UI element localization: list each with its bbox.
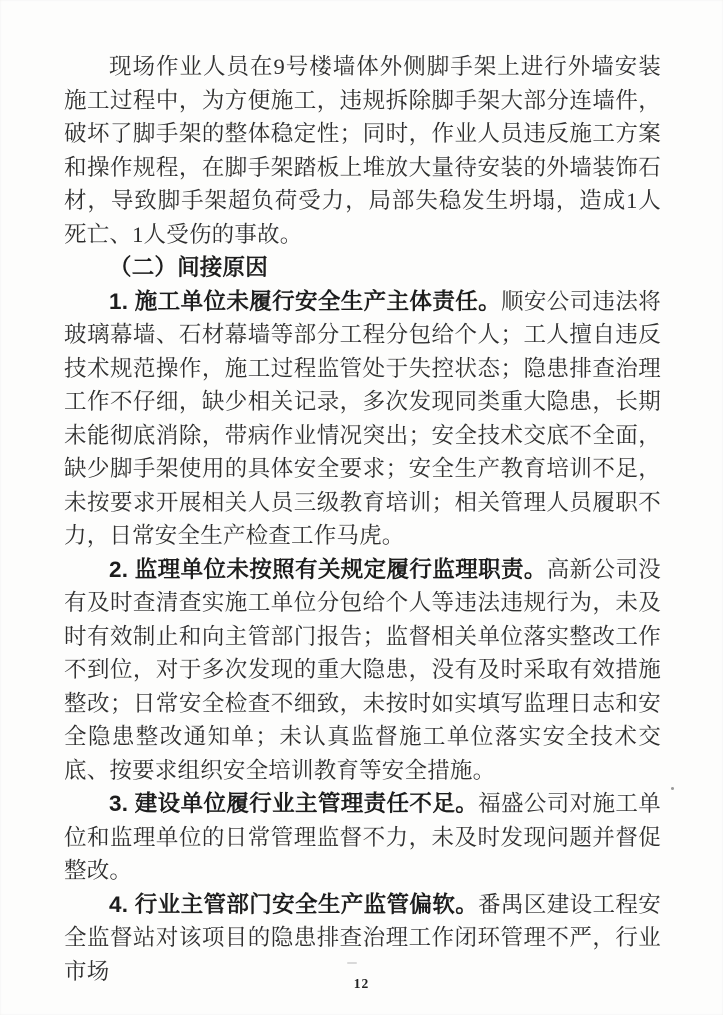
- paragraph-cause-1-contractor: [64, 285, 661, 553]
- paragraph-body: 番禺区建设工程安全监督站对该项目的隐患排查治理工作闭环管理不严，行业市场: [64, 891, 661, 984]
- paragraph-cause-2-supervisor: [64, 553, 661, 788]
- document-body: [64, 50, 661, 988]
- paragraph-body: 顺安公司违法将玻璃幕墙、石材幕墙等部分工程分包给个人；工人擅自违反技术规范操作，施工过程监管处于失控状态；隐患排查治理工作不仔细，缺少相关记录，多次发现同类重大隐患，长期未能彻底消除，带病作业情况突出；安全技术交底不全面，缺少脚手架使用的具体安全要求；安全生产教育培训不足，未按要求开展相关人员三级教育培训；相关管理人员履职不力，日常安全生产检查工作马虎。: [64, 288, 661, 548]
- page-number: 12: [353, 976, 370, 991]
- paragraph-body: 高新公司没有及时查清查实施工单位分包给个人等违法违规行为，未及时有效制止和向主管部门报告；监督相关单位落实整改工作不到位，对于多次发现的重大隐患，没有及时采取有效措施整改；日常安全检查不细致，未按时如实填写监理日志和安全隐患整改通知单；未认真监督施工单位落实安全技术交底、按要求组织安全培训教育等安全措施。: [64, 556, 661, 783]
- paragraph-direct-cause-detail: [64, 50, 661, 251]
- scan-artifact-smudge: [347, 962, 357, 964]
- page-footer: [0, 975, 723, 993]
- scan-artifact-dot: [671, 787, 674, 790]
- paragraph-body: 福盛公司对施工单位和监理单位的日常管理监督不力，未及时发现问题并督促整改。: [64, 791, 661, 883]
- paragraph-cause-4-authority: [64, 888, 661, 989]
- section-heading-indirect-causes: [64, 251, 661, 285]
- heading-label: （二）间接原因: [109, 255, 268, 280]
- paragraph-lead: 2. 监理单位未按照有关规定履行监理职责。: [109, 556, 547, 582]
- paragraph-lead: 1. 施工单位未履行安全生产主体责任。: [109, 288, 501, 314]
- paragraph-body: 现场作业人员在9号楼墙体外侧脚手架上进行外墙安装施工过程中，为方便施工，违规拆除脚手架大部分连墙件，破坏了脚手架的整体稳定性；同时，作业人员违反施工方案和操作规程，在脚手架踏板上堆放大量待安装的外墙装饰石材，导致脚手架超负荷受力，局部失稳发生坍塌，造成1人死亡、1人受伤的事故。: [64, 54, 661, 247]
- paragraph-lead: 3. 建设单位履行业主管理责任不足。: [109, 791, 479, 816]
- paragraph-lead: 4. 行业主管部门安全生产监管偏软。: [109, 891, 479, 917]
- paragraph-cause-3-developer: [64, 787, 661, 888]
